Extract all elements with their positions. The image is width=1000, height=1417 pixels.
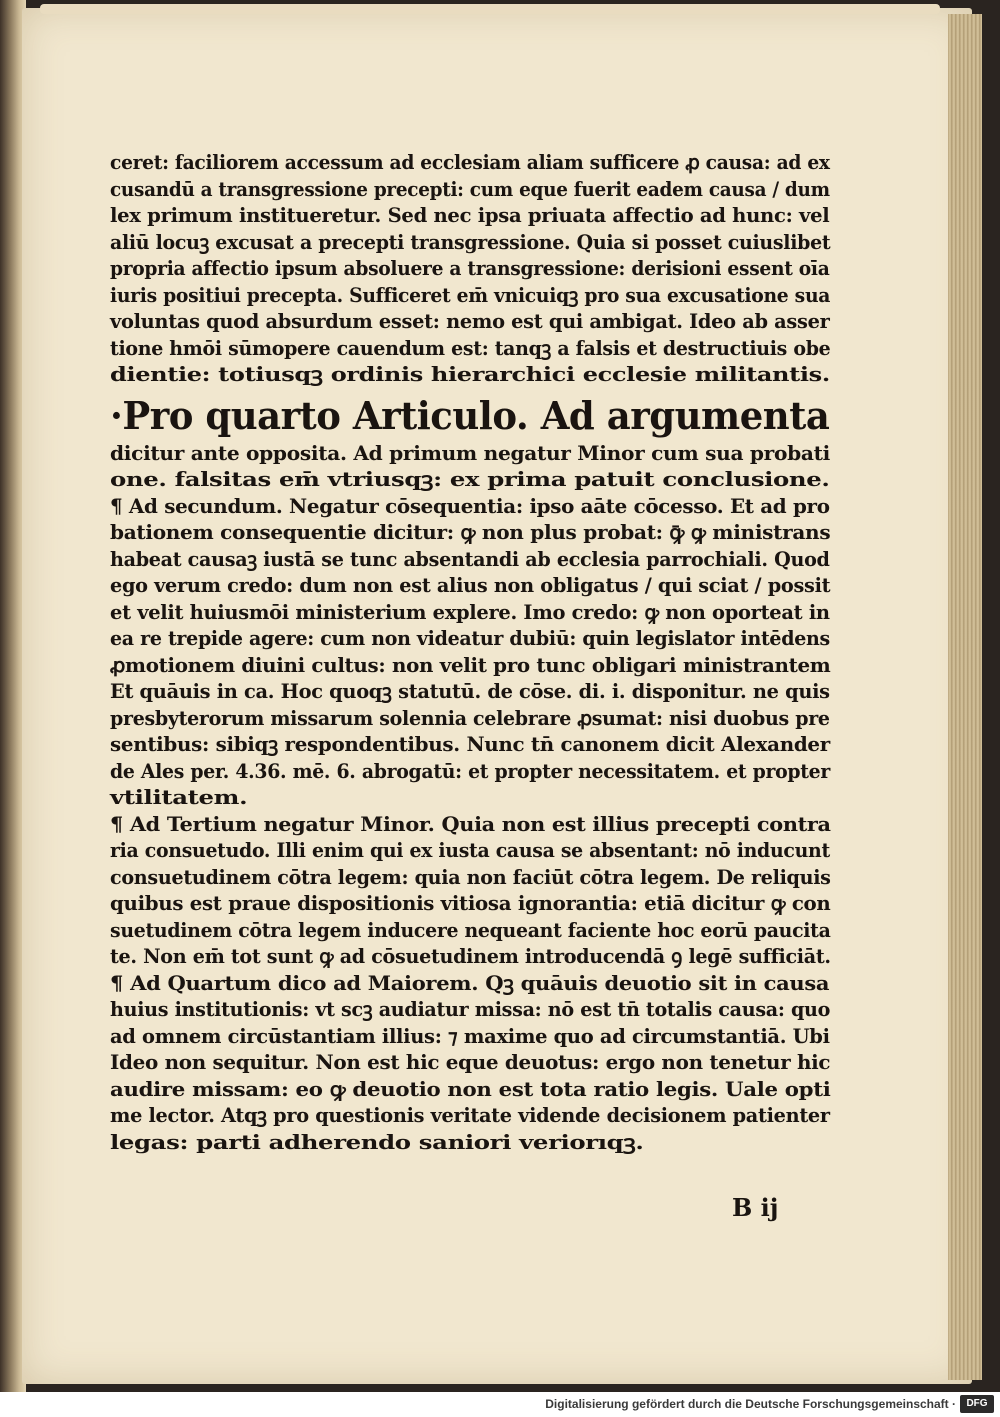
leaf-top-edge <box>40 4 940 14</box>
text-line: ria consuetudo. Illi enim qui ex iusta causa se absentant: nō inducunt <box>110 839 830 862</box>
text-line: me lector. Atqꝫ pro questionis veritate vidende decisionem patienter <box>110 1104 830 1127</box>
text-line: lex primum institueretur. Sed nec ipsa priuata affectio ad hunc: vel <box>110 204 830 227</box>
text-line: suetudinem cōtra legem inducere nequeant faciente hoc eorū paucita <box>110 918 831 942</box>
text-line: dientie: totiusqꝫ ordinis hierarchici ecclesie militantis. <box>110 363 830 386</box>
text-line: cusandū a transgressione precepti: cum eque fuerit eadem causa / dum <box>110 177 830 201</box>
text-line: ¶ Ad secundum. Negatur cōsequentia: ipso aāte cōcesso. Et ad pro <box>110 494 830 518</box>
paragraph-block-2 <box>110 441 830 1157</box>
text-line: ego verum credo: dum non est alius non obligatus / qui sciat / possit <box>110 574 831 597</box>
text-line: huius institutionis: vt scꝫ audiatur missa: nō est tn̄ totalis causa: quo <box>110 998 831 1021</box>
footer-bar <box>0 1392 1000 1417</box>
article-heading: ·Pro quarto Articulo. Ad argumenta <box>110 392 830 438</box>
funding-notice: Digitalisierung gefördert durch die Deutsche Forschungsgemeinschaft · <box>545 1397 956 1411</box>
text-line: propria affectio ipsum absoluere a transgressione: derisioni essent oīa <box>110 257 830 280</box>
text-line: legas: parti adherendo saniori veriorıqꝫ. <box>110 1130 644 1154</box>
text-line: ad omnem circūstantiam illius: ⁊ maxime quo ad circumstantiā. Ubi <box>110 1024 830 1048</box>
text-line: ¶ Ad Quartum dico ad Maiorem. Qꝫ quāuis deuotio sit in causa <box>110 971 830 995</box>
text-line: dicitur ante opposita. Ad primum negatur Minor cum sua probati <box>110 441 830 465</box>
dfg-logo: DFG <box>960 1395 994 1413</box>
text-line: presbyterorum missarum solennia celebrare ꝓsumat: nisi duobus pre <box>110 706 830 730</box>
fore-edge-stack <box>948 14 982 1380</box>
text-line: ¶ Ad Tertium negatur Minor. Quia non est illius precepti contra <box>110 812 831 836</box>
text-line: one. falsitas em̄ vtriusqꝫ: ex prima patuit conclusione. <box>110 468 830 491</box>
signature-mark: B ij <box>732 1193 779 1222</box>
paragraph-block-1 <box>110 150 830 389</box>
text-line: aliū locuꝫ excusat a precepti transgressione. Quia si posset cuiuslibet <box>110 230 831 254</box>
text-line: voluntas quod absurdum esset: nemo est qui ambigat. Ideo ab asser <box>110 310 830 333</box>
text-block <box>110 150 830 1156</box>
text-line: quibus est praue dispositionis vitiosa ignorantia: etiā dicitur ꝙ con <box>110 892 831 915</box>
text-line: te. Non em̄ tot sunt ꝙ ad cōsuetudinem introducendā ꝯ legē sufficiāt. <box>110 945 831 968</box>
text-line: habeat causaꝫ iustā se tunc absentandi ab ecclesia parrochiali. Quod <box>110 547 830 571</box>
text-line: sentibus: sibiqꝫ respondentibus. Nunc tn̄ canonem dicit Alexander <box>110 733 830 756</box>
text-line: vtilitatem. <box>110 786 248 809</box>
text-line: iuris positiui precepta. Sufficeret em̄ vnicuiqꝫ pro sua excusatione sua <box>110 283 831 307</box>
text-line: ea re trepide agere: cum non videatur dubiū: quin legislator intēdens <box>110 627 830 650</box>
text-line: bationem consequentie dicitur: ꝙ non plus probat: ꝙ̄ ꝙ ministrans <box>110 521 831 544</box>
text-line: de Ales per. 4.36. mē. 6. abrogatū: et propter necessitatem. et propter <box>110 759 831 783</box>
text-line: et velit huiusmōi ministerium explere. Imo credo: ꝙ non oporteat in <box>110 600 830 624</box>
text-line: ceret: faciliorem accessum ad ecclesiam aliam sufficere ꝓ causa: ad ex <box>110 151 830 174</box>
text-line: audire missam: eo ꝙ deuotio non est tota ratio legis. Uale opti <box>110 1077 831 1101</box>
text-line: consuetudinem cōtra legem: quia non faciūt cōtra legem. De reliquis <box>110 865 831 889</box>
text-line: tione hmōi sūmopere cauendum est: tanqꝫ a falsis et destructiuis obe <box>110 336 831 360</box>
text-line: Ideo non sequitur. Non est hic eque deuotus: ergo non tenetur hic <box>110 1051 831 1074</box>
text-line: Et quāuis in ca. Hoc quoqꝫ statutū. de cōse. di. i. disponitur. ne quis <box>110 680 830 703</box>
text-line: ꝓmotionem diuini cultus: non velit pro tunc obligari ministrantem <box>110 653 831 677</box>
